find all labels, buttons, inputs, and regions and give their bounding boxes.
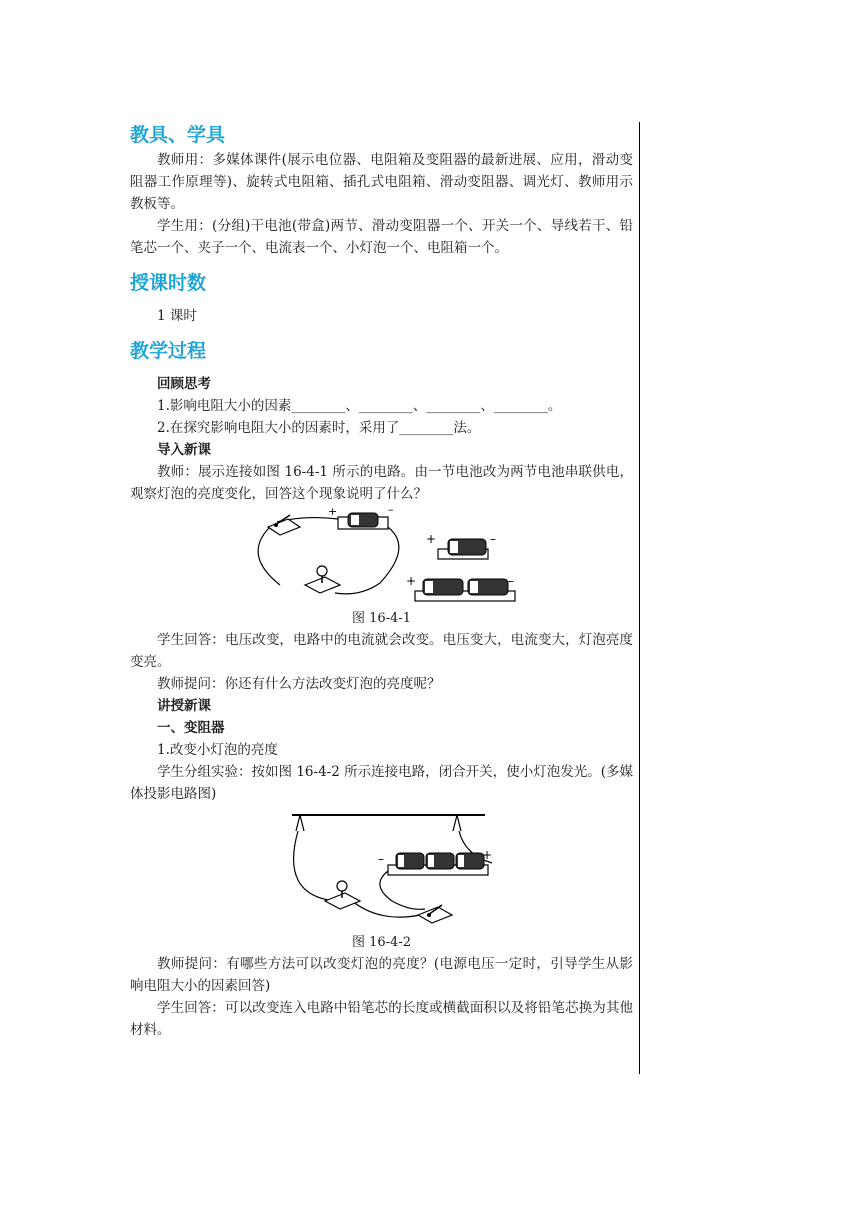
experiment-text: 学生分组实验：按如图 16-4-2 所示连接电路，闭合开关，使小灯泡发光。(多媒体投影电路图) — [130, 764, 633, 802]
hours-heading: 授课时数 — [130, 272, 207, 294]
bulb-icon — [305, 566, 340, 593]
review-title: 回顾思考 — [157, 376, 211, 392]
battery-icon — [328, 505, 394, 529]
battery-triple-icon — [378, 848, 492, 875]
intro-text: 教师：展示连接如图 16-4-1 所示的电路。由一节电池改为两节电池串联供电，观察灯泡的亮度变化，回答这个现象说明了什么？ — [130, 464, 633, 502]
plus-mark: + — [482, 848, 493, 862]
wire — [380, 871, 425, 909]
student-answer-2: 学生回答：可以改变连入电路中铅笔芯的长度或横截面积以及将铅笔芯换为其他材料。 — [130, 1000, 633, 1038]
point1-text: 1.改变小灯泡的亮度 — [157, 742, 278, 758]
tools-heading: 教具、学具 — [130, 124, 226, 146]
plus-mark: + — [426, 532, 437, 546]
wire — [335, 525, 399, 594]
teacher-question-2: 教师提问：有哪些方法可以改变灯泡的亮度？(电源电压一定时，引导学生从影响电阻大小的因素回答) — [130, 956, 633, 994]
minus-mark: – — [378, 852, 384, 866]
process-heading: 教学过程 — [130, 340, 207, 362]
tools-student-text: 学生用：(分组)干电池(带盒)两节、滑动变阻器一个、开关一个、导线若干、铅笔芯一个、夹子一个、电流表一个、小灯泡一个、电阻箱一个。 — [130, 218, 633, 256]
figure-caption-2: 图 16-4-2 — [351, 935, 411, 950]
intro-title: 导入新课 — [157, 442, 211, 458]
student-answer-1: 学生回答：电压改变，电路中的电流就会改变。电压变大，电流变大，灯泡亮度变亮。 — [130, 632, 633, 670]
figure-16-4-1 — [130, 505, 633, 629]
lesson-content — [130, 121, 633, 1041]
review-question-2: 2.在探究影响电阻大小的因素时，采用了________法。 — [157, 420, 481, 436]
part1-title: 一、变阻器 — [157, 720, 225, 736]
tools-teacher-text: 教师用：多媒体课件(展示电位器、电阻箱及变阻器的最新进展、应用，滑动变阻器工作原理等)、旋转式电阻箱、插孔式电阻箱、滑动变阻器、调光灯、教师用示教板等。 — [130, 152, 633, 212]
clip-icon — [296, 815, 304, 831]
figure-caption-1: 图 16-4-1 — [351, 611, 411, 626]
review-question-1: 1.影响电阻大小的因素________、________、________、________。 — [157, 398, 562, 414]
wire — [258, 527, 280, 585]
teacher-question-1: 教师提问：你还有什么方法改变灯泡的亮度呢？ — [157, 676, 441, 692]
figure-16-4-2 — [130, 805, 633, 953]
bulb-icon — [325, 881, 360, 909]
wire — [352, 901, 420, 917]
minus-mark: – — [508, 574, 514, 588]
battery-pair-icon — [406, 574, 515, 601]
plus-mark: + — [328, 505, 338, 518]
column-divider — [639, 122, 640, 1074]
circuit-diagram-2 — [130, 805, 633, 933]
battery-icon — [426, 532, 496, 559]
minus-mark: – — [388, 505, 394, 516]
hours-value: 1 课时 — [157, 308, 197, 324]
switch-icon — [418, 905, 452, 923]
plus-mark: + — [406, 574, 417, 588]
clip-icon — [453, 815, 461, 831]
minus-mark: – — [490, 532, 496, 546]
wire — [294, 831, 335, 901]
lecture-title: 讲授新课 — [157, 698, 211, 714]
circuit-diagram-1 — [130, 505, 633, 609]
switch-icon — [268, 515, 300, 535]
